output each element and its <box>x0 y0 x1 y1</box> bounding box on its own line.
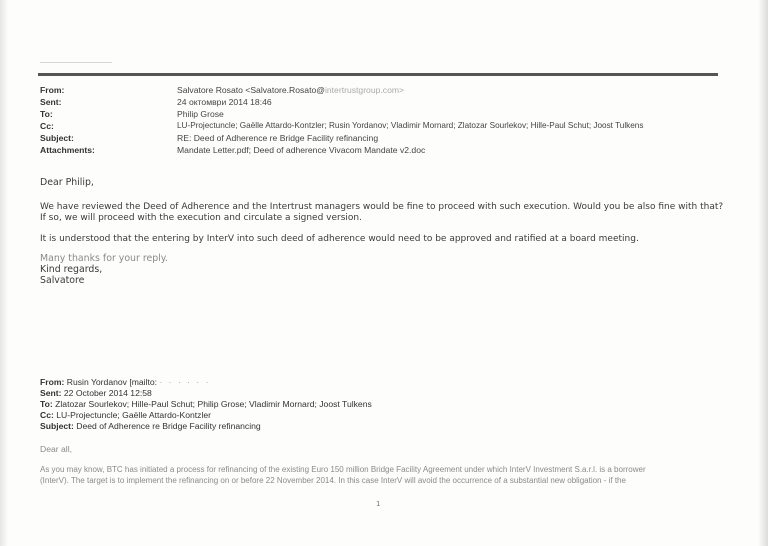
scan-shadow-left <box>0 0 8 546</box>
sent-label: Sent: <box>40 97 62 107</box>
quoted-from-value: Rusin Yordanov [mailto: <box>66 377 158 387</box>
attachments-value: Mandate Letter.pdf; Deed of adherence Vivacom Mandate v2.doc <box>177 145 426 155</box>
quoted-sent-row <box>40 388 152 399</box>
quoted-subject-label: Subject: <box>40 421 74 431</box>
quoted-cc-label: Cc: <box>40 410 54 420</box>
message-para1-line2: If so, we will proceed with the execution and circulate a signed version. <box>40 213 362 223</box>
redacted-email: · · · · · · <box>159 377 211 387</box>
quoted-sent-label: Sent: <box>40 388 62 398</box>
quoted-line2: (InterV). The target is to implement the refinancing on or before 22 November 2014. In this case InterV will avoid the occurrence of a substantial new obligation - if the <box>40 476 626 485</box>
from-label: From: <box>40 85 65 95</box>
quoted-subject-value: Deed of Adherence re Bridge Facility refinancing <box>76 421 261 431</box>
scan-shadow-right <box>758 0 768 546</box>
from-value-faded: intertrustgroup.com> <box>324 85 405 95</box>
quoted-cc-value: LU-Projectuncle; Gaëlle Attardo-Kontzler <box>56 410 212 420</box>
message-greeting: Dear Philip, <box>40 177 94 188</box>
quoted-subject-row <box>40 421 261 432</box>
subject-value: RE: Deed of Adherence re Bridge Facility refinancing <box>177 133 379 143</box>
faint-top-mark <box>40 62 112 63</box>
to-label: To: <box>40 109 53 119</box>
quoted-to-row <box>40 399 372 410</box>
message-para1-line1: We have reviewed the Deed of Adherence and the Intertrust managers would be fine to proceed with such execution. Would you be also fine with that? <box>40 202 724 212</box>
quoted-to-value: Zlatozar Sourlekov; Hille-Paul Schut; Philip Grose; Vladimir Mornard; Joost Tulkens <box>55 399 372 409</box>
message-signature: Salvatore <box>40 275 85 286</box>
attachments-label: Attachments: <box>40 145 95 155</box>
cc-label: Cc: <box>40 121 54 131</box>
header-rule <box>38 73 718 76</box>
quoted-sent-value: 22 October 2014 12:58 <box>63 388 152 398</box>
quoted-line1: As you may know, BTC has initiated a process for refinancing of the existing Euro 150 million Bridge Facility Agreement under which InterV Investment S.a.r.l. is a borrower <box>40 465 646 474</box>
quoted-cc-row <box>40 410 211 421</box>
cc-value: LU-Projectuncle; Gaëlle Attardo-Kontzler; Rusin Yordanov; Vladimir Mornard; Zlatozar Sourlekov; Hille-Paul Schut; Joost Tulkens <box>177 121 644 130</box>
quoted-from-row <box>40 377 211 388</box>
from-value: Salvatore Rosato <Salvatore.Rosato@intertrustgroup.com> <box>177 85 405 95</box>
quoted-greeting: Dear all, <box>40 444 72 454</box>
message-thanks: Many thanks for your reply. <box>40 253 168 264</box>
quoted-from-label: From: <box>40 377 65 387</box>
page-number: 1 <box>376 500 381 508</box>
message-para2: It is understood that the entering by InterV into such deed of adherence would need to be approved and ratified at a board meeting. <box>40 234 639 244</box>
message-regards: Kind regards, <box>40 264 103 275</box>
subject-label: Subject: <box>40 133 74 143</box>
quoted-to-label: To: <box>40 399 53 409</box>
sent-value: 24 октомври 2014 18:46 <box>177 97 272 107</box>
to-value: Philip Grose <box>177 109 224 119</box>
